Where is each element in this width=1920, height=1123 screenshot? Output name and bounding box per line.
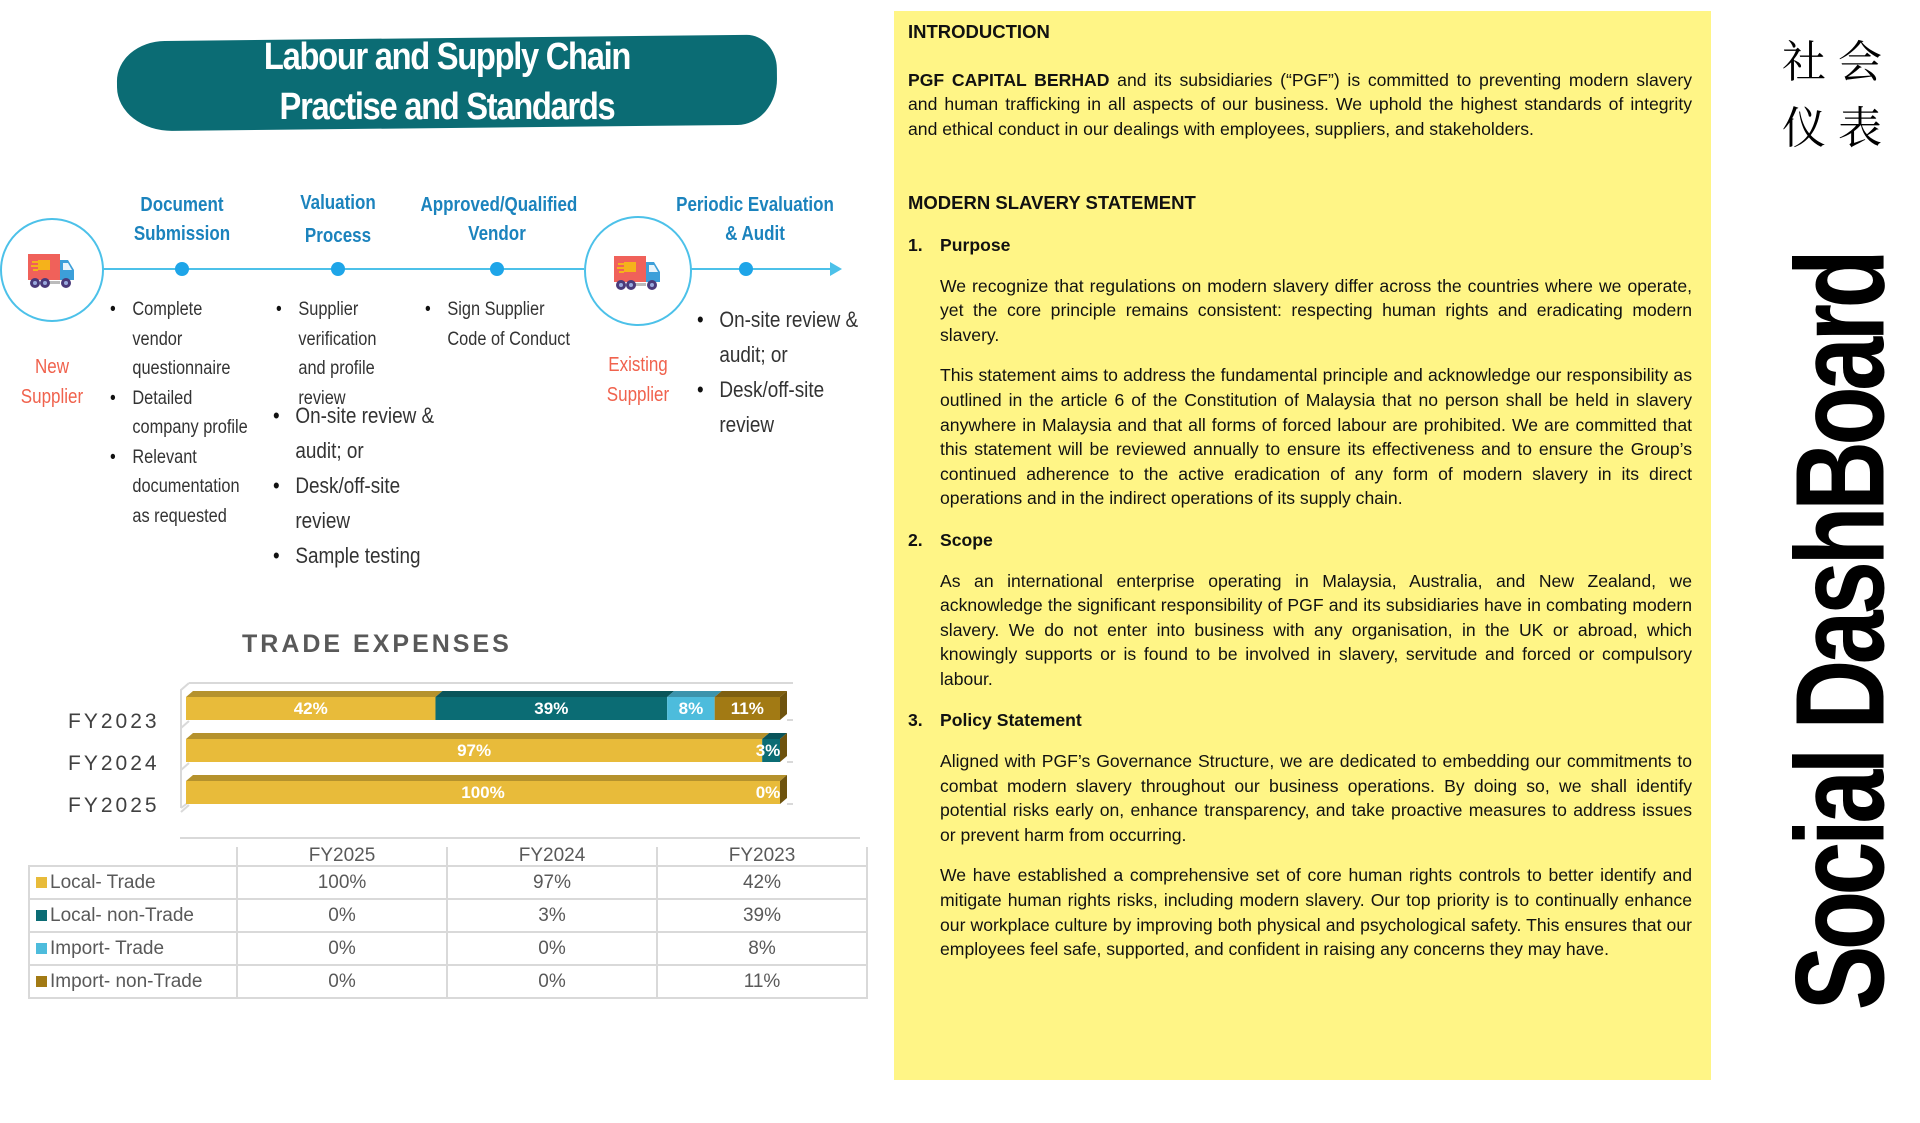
table-row — [29, 866, 867, 899]
stage-title-line1: Approved/Qualified — [420, 194, 578, 216]
category-label: FY2025 — [68, 794, 160, 817]
data-label: 100% — [461, 783, 505, 802]
company-name: PGF CAPITAL BERHAD — [908, 69, 1110, 90]
row-label-cell — [29, 899, 237, 932]
data-label: 39% — [534, 699, 569, 718]
table-cell: 39% — [657, 899, 867, 932]
data-label: 97% — [457, 741, 492, 760]
section-paragraph: We have established a comprehensive set of core human rights controls to better identify and mitigate human rights risks, including modern slavery. Our top priority is to continually enhance our workplace culture by improving both physical and psychological safety. This ensures that our employees feel safe, supported, and confident in raising any concerns they may have. — [940, 865, 1692, 960]
table-row — [29, 899, 867, 932]
bullet-item: • On-site review & audit; or — [273, 398, 454, 468]
intro-heading: INTRODUCTION — [908, 21, 1050, 42]
stage-title-line1: Document — [140, 194, 224, 216]
row-label: Import- Trade — [50, 937, 165, 959]
table-cell: 0% — [237, 932, 447, 965]
new-supplier-label-line1: New — [34, 356, 69, 378]
column-header: FY2024 — [447, 847, 657, 866]
table-row — [29, 932, 867, 965]
existing-supplier-label-line2: Supplier — [606, 384, 670, 406]
legend-swatch — [36, 910, 47, 921]
column-header: FY2023 — [657, 847, 867, 866]
intro-paragraph — [908, 68, 1692, 142]
stage-title-line2: Process — [304, 225, 372, 247]
chinese-title-line2: 仪表 — [1782, 103, 1894, 154]
legend-swatch — [36, 976, 47, 987]
data-label: 3% — [755, 741, 781, 760]
row-label-cell — [29, 866, 237, 899]
bullet-item: • Desk/off-site review — [273, 468, 454, 538]
section-heading — [908, 528, 1692, 553]
existing-supplier-label-line1: Existing — [608, 354, 668, 376]
bullet-item: • On-site review & audit; or — [697, 302, 869, 372]
bar-top-face — [186, 691, 442, 697]
section-title: Policy Statement — [940, 710, 1082, 731]
row-label: Import- non-Trade — [50, 970, 203, 992]
section-number: 1. — [908, 234, 923, 255]
table-cell: 42% — [657, 866, 867, 899]
table-cell: 97% — [447, 866, 657, 899]
bullet-item: • Sample testing — [273, 538, 454, 573]
stage-title-line1: Valuation — [300, 192, 376, 214]
page-title-line2: Practise and Standards — [279, 86, 615, 128]
bullet-item: • Relevant documentation as requested — [110, 443, 256, 532]
section-title: Purpose — [940, 234, 1011, 255]
category-label: FY2024 — [68, 752, 160, 775]
chart-title: TRADE EXPENSES — [242, 630, 512, 658]
stage-title-line2: & Audit — [725, 223, 785, 245]
trade-expenses-data-table — [28, 847, 868, 999]
bullet-item: • Complete vendor questionnaire — [110, 295, 256, 384]
section-number: 3. — [908, 710, 923, 731]
section-paragraph: Aligned with PGF’s Governance Structure, we are dedicated to embedding our commitments to combat modern slavery throughout our business operations. By doing so, we shall identify potential risks early on, enhance transparency, and take proactive measures to address issues or prevent harm from occurring. — [940, 751, 1692, 845]
stage-title-line1: Periodic Evaluation — [676, 194, 834, 216]
legend-swatch — [36, 943, 47, 954]
bar-top-face — [715, 691, 787, 697]
data-label: 11% — [730, 699, 764, 718]
table-cell: 8% — [657, 932, 867, 965]
table-cell: 11% — [657, 965, 867, 998]
document-sections — [908, 233, 1692, 962]
section-heading — [908, 233, 1692, 258]
chart-gridline — [181, 720, 793, 728]
bar-top-face — [186, 733, 769, 739]
chart-gridline — [181, 804, 793, 812]
bullet-item: • Detailed company profile — [110, 384, 256, 443]
table-cell: 0% — [447, 932, 657, 965]
statement-heading: MODERN SLAVERY STATEMENT — [908, 192, 1196, 214]
section-paragraph: This statement aims to address the fundamental principle and acknowledge our responsibility as outlined in the article 6 of the Constitution of Malaysia that no person shall be held in slavery anywhere in Malaysia and that all forms of forced labour are prohibited. We are committed that this statement will be reviewed annually to ensure its effectiveness and to ensure the Group’s continued adherence to the active eradication of any form of modern slavery in its direct operations and in the indirect operations of its supply chain. — [940, 365, 1692, 509]
category-label: FY2023 — [68, 710, 160, 733]
vertical-title — [1768, 141, 1913, 1123]
column-header: FY2025 — [237, 847, 447, 866]
table-cell: 100% — [237, 866, 447, 899]
table-cell: 3% — [447, 899, 657, 932]
row-label: Local- non-Trade — [50, 904, 194, 926]
bullet-item: • Sign Supplier Code of Conduct — [425, 295, 580, 354]
table-cell: 0% — [237, 899, 447, 932]
section-paragraph: As an international enterprise operating in Malaysia, Australia, and New Zealand, we acknowledge the significant responsibility of PGF and its subsidiaries have in combating modern slavery. We do not enter into business with any organisation, in the UK or abroad, which knowingly supports or is found to be involved in slavery, servitude and forced or compulsory labour. — [940, 570, 1692, 689]
table-cell: 0% — [447, 965, 657, 998]
data-label: 0% — [755, 783, 781, 802]
chinese-title-line1: 社会 — [1782, 37, 1894, 88]
modern-slavery-document — [894, 11, 1711, 1080]
chart-gridline — [181, 762, 793, 770]
bar-top-face — [435, 691, 674, 697]
data-label: 8% — [678, 699, 704, 718]
section-number: 2. — [908, 529, 923, 550]
legend-swatch — [36, 877, 47, 888]
section-paragraph: We recognize that regulations on modern slavery differ across the countries where we operate, yet the core principle remains consistent: respecting human rights and eradicating modern slavery. — [940, 275, 1692, 345]
table-header-row — [29, 847, 867, 866]
vertical-title-text: Social DashBoard — [1769, 253, 1911, 1011]
bar-top-face — [667, 691, 722, 697]
table-corner — [29, 847, 237, 866]
section-title: Scope — [940, 529, 993, 550]
data-label: 42% — [293, 699, 328, 718]
row-label-cell — [29, 932, 237, 965]
intro-text: and its subsidiaries (“PGF”) is committed to preventing modern slavery and human trafficking in all aspects of our business. We uphold the highest standards of integrity and ethical conduct in our dealings with employees, suppliers, and stakeholders. — [908, 69, 1692, 139]
section-heading — [908, 708, 1692, 733]
page-title-line1: Labour and Supply Chain — [263, 36, 631, 78]
bullet-item: • Desk/off-site review — [697, 372, 869, 442]
bar-top-face — [186, 775, 787, 781]
table-row — [29, 965, 867, 998]
new-supplier-label-line2: Supplier — [20, 386, 84, 408]
table-cell: 0% — [237, 965, 447, 998]
row-label-cell — [29, 965, 237, 998]
stage-title-line2: Submission — [133, 223, 231, 245]
stage-title-line2: Vendor — [468, 223, 526, 245]
bullet-item: • Supplier verification and profile review — [276, 295, 402, 413]
row-label: Local- Trade — [50, 871, 156, 893]
